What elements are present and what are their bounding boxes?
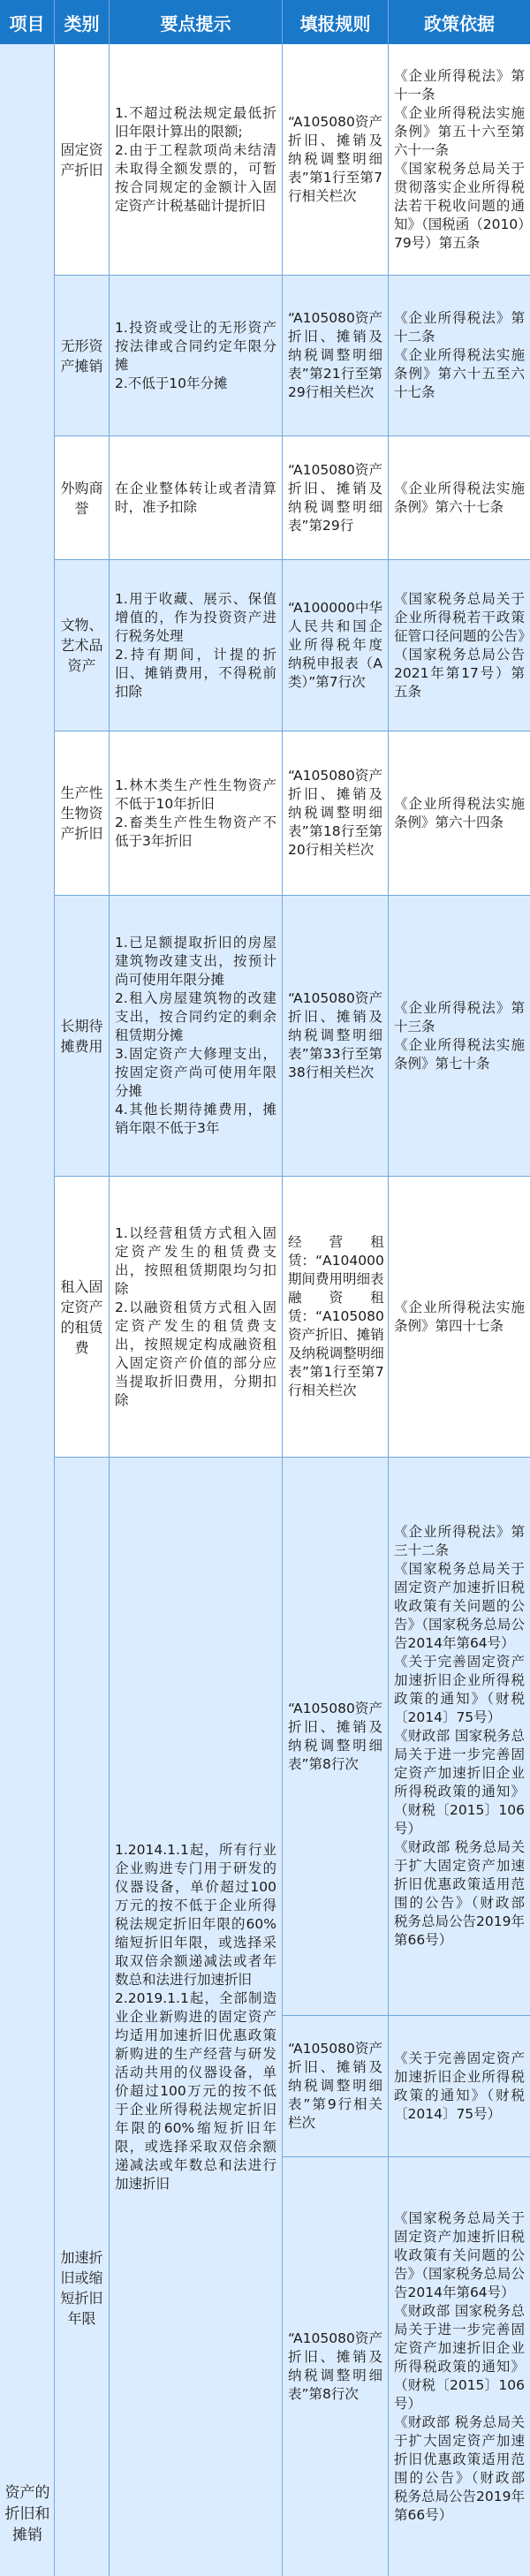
row-basis: 《国家税务总局关于企业所得税若干政策征管口径问题的公告》（国家税务总局公告2021年第17号）第五条: [394, 590, 525, 700]
row-points: 1.2014.1.1起，所有行业企业购进专门用于研发的仪器设备，单价超过100万元的按不低于企业所得税法规定折旧年限的60%缩短折旧年限，或选择采取双倍余额递减法或者年数总和法进行加速折旧 2.2019.1.1起，全部制造业企业新购进的固定资产均适用加速折旧优惠政策新购进的生产经营与研发活动共用的仪器设备，单价超过100万元的按不低于企业所得税法规定折旧年限的60%缩短折旧年限，或选择采取双倍余额递减法或年数总和法进行加速折旧: [110, 1458, 283, 2576]
header-project: 项目: [0, 0, 55, 44]
project-column: [0, 44, 55, 2576]
row-basis: 《企业所得税法实施条例》第六十四条: [394, 795, 525, 830]
table-row: [55, 276, 530, 436]
header-basis: 政策依据: [424, 12, 495, 34]
row-rules: “A105080资产折旧、摊销及纳税调整明细表”第8行次: [283, 1458, 389, 2015]
table-row: [55, 44, 530, 276]
row-points: 1.不超过税法规定最低折旧年限计算出的限额; 2.由于工程款项尚未结清未取得全额发票的，可暂按合同规定的金额计入固定资产计税基础计提折旧: [110, 44, 283, 275]
row-basis: 《企业所得税法》第十三条 《企业所得税法实施条例》第七十条: [394, 999, 525, 1072]
row-category: 加速折旧或缩短折旧年限: [55, 1458, 110, 2576]
row-points: 1.用于收藏、展示、保值增值的，作为投资资产进行税务处理 2.持有期间，计提的折旧、摊销费用，不得税前扣除: [110, 560, 283, 731]
row-rules: “A100000中华人民共和国企业所得税年度纳税申报表（A类）”第7行次: [283, 560, 389, 731]
table-row: [55, 436, 530, 560]
row-points: 1.林木类生产性生物资产不低于10年折旧 2.畜类生产性生物资产不低于3年折旧: [110, 731, 283, 895]
row-category: 无形资产摊销: [55, 276, 110, 436]
row-basis: 《企业所得税法》第十一条 《企业所得税法实施条例》第五十六至第六十一条 《国家税务总局关于贯彻落实企业所得税法若干税收问题的通知》（国税函（2010）79号）第五条: [394, 67, 525, 251]
row-points: 在企业整体转让或者清算时，准予扣除: [110, 436, 283, 559]
row-points: 1.投资或受让的无形资产按法律或合同约定年限分摊 2.不低于10年分摊: [110, 276, 283, 436]
row-rules: “A105080资产折旧、摊销及纳税调整明细表”第33行至第38行相关栏次: [283, 896, 389, 1176]
row-basis: 《企业所得税法实施条例》第六十七条: [394, 480, 525, 515]
project-name: 资产的折旧和摊销: [4, 2484, 50, 2544]
row-basis-3: 《国家税务总局关于固定资产加速折旧税收政策有关问题的公告》（国家税务总局公告2014年第64号） 《财政部 国家税务总局关于进一步完善固定资产加速折旧企业所得税政策的通知》（财税〔2015〕106号） 《财政部 税务总局关于扩大固定资产加速折旧优惠政策适用范围的公告》（财政部 税务总局公告2019年第66号）: [394, 2209, 525, 2523]
table-row: [55, 1458, 530, 2576]
row-rules: “A105080资产折旧、摊销及纳税调整明细表”第21行至第29行相关栏次: [283, 276, 389, 436]
row-category: 生产性生物资产折旧: [55, 731, 110, 895]
sub-row: [283, 2157, 530, 2576]
row-category: 外购商誉: [55, 436, 110, 559]
row-basis-2: 《关于完善固定资产加速折旧企业所得税政策的通知》（财税〔2014〕75号）: [394, 2049, 525, 2122]
row-rules-3: “A105080资产折旧、摊销及纳税调整明细表”第8行次: [283, 2157, 389, 2576]
row-rules: “A105080资产折旧、摊销及纳税调整明细表”第29行: [283, 436, 389, 559]
row-category: 长期待摊费用: [55, 896, 110, 1176]
row-basis: 《企业所得税法》第十二条 《企业所得税法实施条例》第六十五至六十七条: [394, 310, 525, 400]
row-basis: 《企业所得税法》第三十二条 《国家税务总局关于固定资产加速折旧税收政策有关问题的公告》（国家税务总局公告2014年第64号） 《关于完善固定资产加速折旧企业所得税政策的通知》（财税〔2014〕75号） 《财政部 国家税务总局关于进一步完善固定资产加速折旧企业所得税政策的通知》（财税〔2015〕106号） 《财政部 税务总局关于扩大固定资产加速折旧优惠政策适用范围的公告》（财政部 税务总局公告2019年第66号）: [394, 1524, 525, 1948]
sub-rows: [283, 1458, 530, 2576]
sub-row: [283, 2016, 530, 2157]
table-header: [0, 0, 530, 44]
header-category: 类别: [55, 0, 110, 44]
row-points: 1.以经营租赁方式租入固定资产发生的租赁费支出，按照租赁期限均匀扣除 2.以融资租赁方式租入固定资产发生的租赁费支出，按照规定构成融资租入固定资产价值的部分应当提取折旧费用，分期扣除: [110, 1177, 283, 1457]
table-row: [55, 896, 530, 1177]
header-points: 要点提示: [110, 0, 283, 44]
row-rules: 经营租赁：“A104000期间费用明细表 融资租赁：“A105080资产折旧、摊销及纳税调整明细表”第1行至第7行相关栏次: [283, 1177, 389, 1457]
table-row: [55, 560, 530, 731]
sub-row: [283, 1458, 530, 2016]
row-points: 1.已足额提取折旧的房屋建筑物改建支出，按预计尚可使用年限分摊 2.租入房屋建筑物的改建支出，按合同约定的剩余租赁期分摊 3.固定资产大修理支出，按固定资产尚可使用年限分摊 4.其他长期待摊费用，摊销年限不低于3年: [110, 896, 283, 1176]
table-row: [55, 1177, 530, 1458]
row-rules: “A105080资产折旧、摊销及纳税调整明细表”第18行至第20行相关栏次: [283, 731, 389, 895]
row-category: 固定资产折旧: [55, 44, 110, 275]
row-rules-2: “A105080资产折旧、摊销及纳税调整明细表”第9行相关栏次: [283, 2016, 389, 2156]
row-rules: “A105080资产折旧、摊销及纳税调整明细表”第1行至第7行相关栏次: [283, 44, 389, 275]
row-basis: 《企业所得税法实施条例》第四十七条: [394, 1299, 525, 1334]
row-category: 租入固定资产的租赁费: [55, 1177, 110, 1457]
header-rules: 填报规则: [283, 0, 389, 44]
table-row: [55, 731, 530, 896]
policy-table: [0, 44, 530, 2576]
row-category: 文物、艺术品资产: [55, 560, 110, 731]
